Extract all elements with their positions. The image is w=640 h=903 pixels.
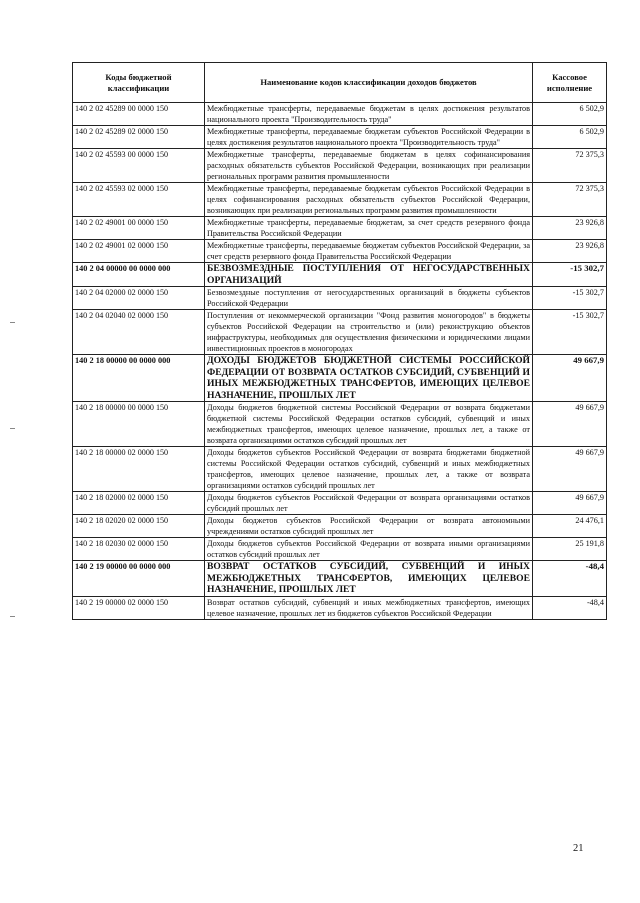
table-row [73, 287, 607, 310]
row-name: Доходы бюджетов субъектов Российской Федерации от возврата иными организациями остатков субсидий прошлых лет [205, 538, 533, 561]
row-name: ВОЗВРАТ ОСТАТКОВ СУБСИДИЙ, СУБВЕНЦИЙ И ИНЫХ МЕЖБЮДЖЕТНЫХ ТРАНСФЕРТОВ, ИМЕЮЩИХ ЦЕЛЕВОЕ НАЗНАЧЕНИЕ, ПРОШЛЫХ ЛЕТ [205, 561, 533, 597]
row-amount: 25 191,8 [533, 538, 607, 561]
row-amount: 72 375,3 [533, 149, 607, 183]
table-row [73, 103, 607, 126]
row-code: 140 2 02 45593 02 0000 150 [73, 183, 205, 217]
table-row [73, 515, 607, 538]
table-row [73, 561, 607, 597]
table-row [73, 149, 607, 183]
row-code: 140 2 19 00000 00 0000 000 [73, 561, 205, 597]
row-name: Доходы бюджетов субъектов Российской Федерации от возврата организациями остатков субсидий прошлых лет [205, 492, 533, 515]
table-row [73, 492, 607, 515]
table-row [73, 355, 607, 402]
scan-mark [10, 322, 15, 323]
row-code: 140 2 04 02040 02 0000 150 [73, 310, 205, 355]
row-code: 140 2 04 00000 00 0000 000 [73, 263, 205, 287]
table-row [73, 217, 607, 240]
row-amount: 23 926,8 [533, 240, 607, 263]
row-name: Поступления от некоммерческой организации "Фонд развития моногородов" в бюджеты субъектов Российской Федерации на строительство и (или) реконструкцию объектов инфраструктуры, необходимых для осуществления физическими и юридическими лицами инвестиционных проектов в моногородах [205, 310, 533, 355]
row-name: Доходы бюджетов субъектов Российской Федерации от возврата бюджетами бюджетной системы Российской Федерации остатков субсидий, субвенций и иных межбюджетных трансфертов, имеющих целевое назначение, прошлых лет, а также от возврата организациями остатков субсидий прошлых лет [205, 447, 533, 492]
table-row [73, 447, 607, 492]
page-number: 21 [573, 843, 584, 854]
header-code: Коды бюджетной классификации [73, 63, 205, 103]
row-name: Межбюджетные трансферты, передаваемые бюджетам субъектов Российской Федерации, за счет средств резервного фонда Правительства Российской Федерации [205, 240, 533, 263]
row-code: 140 2 02 45289 02 0000 150 [73, 126, 205, 149]
row-code: 140 2 02 49001 00 0000 150 [73, 217, 205, 240]
header-name: Наименование кодов классификации доходов бюджетов [205, 63, 533, 103]
row-amount: 49 667,9 [533, 402, 607, 447]
row-code: 140 2 02 49001 02 0000 150 [73, 240, 205, 263]
scan-mark [10, 428, 15, 429]
table-body [73, 103, 607, 620]
row-name: Межбюджетные трансферты, передаваемые бюджетам, за счет средств резервного фонда Правительства Российской Федерации [205, 217, 533, 240]
header-amount: Кассовое исполнение [533, 63, 607, 103]
row-name: ДОХОДЫ БЮДЖЕТОВ БЮДЖЕТНОЙ СИСТЕМЫ РОССИЙСКОЙ ФЕДЕРАЦИИ ОТ ВОЗВРАТА ОСТАТКОВ СУБСИДИЙ, СУБВЕНЦИЙ И ИНЫХ МЕЖБЮДЖЕТНЫХ ТРАНСФЕРТОВ, ИМЕЮЩИХ ЦЕЛЕВОЕ НАЗНАЧЕНИЕ, ПРОШЛЫХ ЛЕТ [205, 355, 533, 402]
row-amount: 49 667,9 [533, 447, 607, 492]
row-code: 140 2 18 00000 00 0000 000 [73, 355, 205, 402]
table-row [73, 263, 607, 287]
row-amount: 6 502,9 [533, 103, 607, 126]
table-row [73, 538, 607, 561]
row-code: 140 2 02 45593 00 0000 150 [73, 149, 205, 183]
row-name: Доходы бюджетов бюджетной системы Российской Федерации от возврата бюджетами бюджетной системы Российской Федерации остатков субсидий, субвенций и иных межбюджетных трансфертов, имеющих целевое назначение, прошлых лет, а также от возврата организациями остатков субсидий прошлых лет [205, 402, 533, 447]
row-amount: -15 302,7 [533, 287, 607, 310]
row-name: Доходы бюджетов субъектов Российской Федерации от возврата автономными учреждениями остатков субсидий прошлых лет [205, 515, 533, 538]
table-row [73, 240, 607, 263]
row-name: Безвозмездные поступления от негосударственных организаций в бюджеты субъектов Российской Федерации [205, 287, 533, 310]
row-amount: -48,4 [533, 596, 607, 619]
document-page [72, 62, 606, 620]
row-code: 140 2 18 02020 02 0000 150 [73, 515, 205, 538]
row-amount: -15 302,7 [533, 310, 607, 355]
row-amount: -15 302,7 [533, 263, 607, 287]
row-name: Межбюджетные трансферты, передаваемые бюджетам в целях достижения результатов национального проекта "Производительность труда" [205, 103, 533, 126]
row-code: 140 2 18 00000 00 0000 150 [73, 402, 205, 447]
row-amount: 49 667,9 [533, 355, 607, 402]
row-code: 140 2 02 45289 00 0000 150 [73, 103, 205, 126]
table-row [73, 183, 607, 217]
row-amount: 6 502,9 [533, 126, 607, 149]
row-name: Межбюджетные трансферты, передаваемые бюджетам в целях софинансирования расходных обязательств субъектов Российской Федерации, возникающих при реализации региональных программ развития промышленности [205, 149, 533, 183]
table-row [73, 126, 607, 149]
row-code: 140 2 18 02030 02 0000 150 [73, 538, 205, 561]
table-row [73, 596, 607, 619]
row-amount: 24 476,1 [533, 515, 607, 538]
row-amount: 49 667,9 [533, 492, 607, 515]
row-amount: 72 375,3 [533, 183, 607, 217]
revenue-table [72, 62, 607, 620]
row-code: 140 2 04 02000 02 0000 150 [73, 287, 205, 310]
row-name: Межбюджетные трансферты, передаваемые бюджетам субъектов Российской Федерации в целях софинансирования расходных обязательств субъектов Российской Федерации, возникающих при реализации региональных программ развития промышленности [205, 183, 533, 217]
table-row [73, 310, 607, 355]
scan-mark [10, 616, 15, 617]
row-name: Межбюджетные трансферты, передаваемые бюджетам субъектов Российской Федерации в целях достижения результатов национального проекта "Производительность труда" [205, 126, 533, 149]
table-header-row [73, 63, 607, 103]
row-code: 140 2 19 00000 02 0000 150 [73, 596, 205, 619]
table-row [73, 402, 607, 447]
row-code: 140 2 18 02000 02 0000 150 [73, 492, 205, 515]
row-name: Возврат остатков субсидий, субвенций и иных межбюджетных трансфертов, имеющих целевое назначение, прошлых лет из бюджетов субъектов Российской Федерации [205, 596, 533, 619]
row-amount: -48,4 [533, 561, 607, 597]
row-name: БЕЗВОЗМЕЗДНЫЕ ПОСТУПЛЕНИЯ ОТ НЕГОСУДАРСТВЕННЫХ ОРГАНИЗАЦИЙ [205, 263, 533, 287]
row-code: 140 2 18 00000 02 0000 150 [73, 447, 205, 492]
row-amount: 23 926,8 [533, 217, 607, 240]
